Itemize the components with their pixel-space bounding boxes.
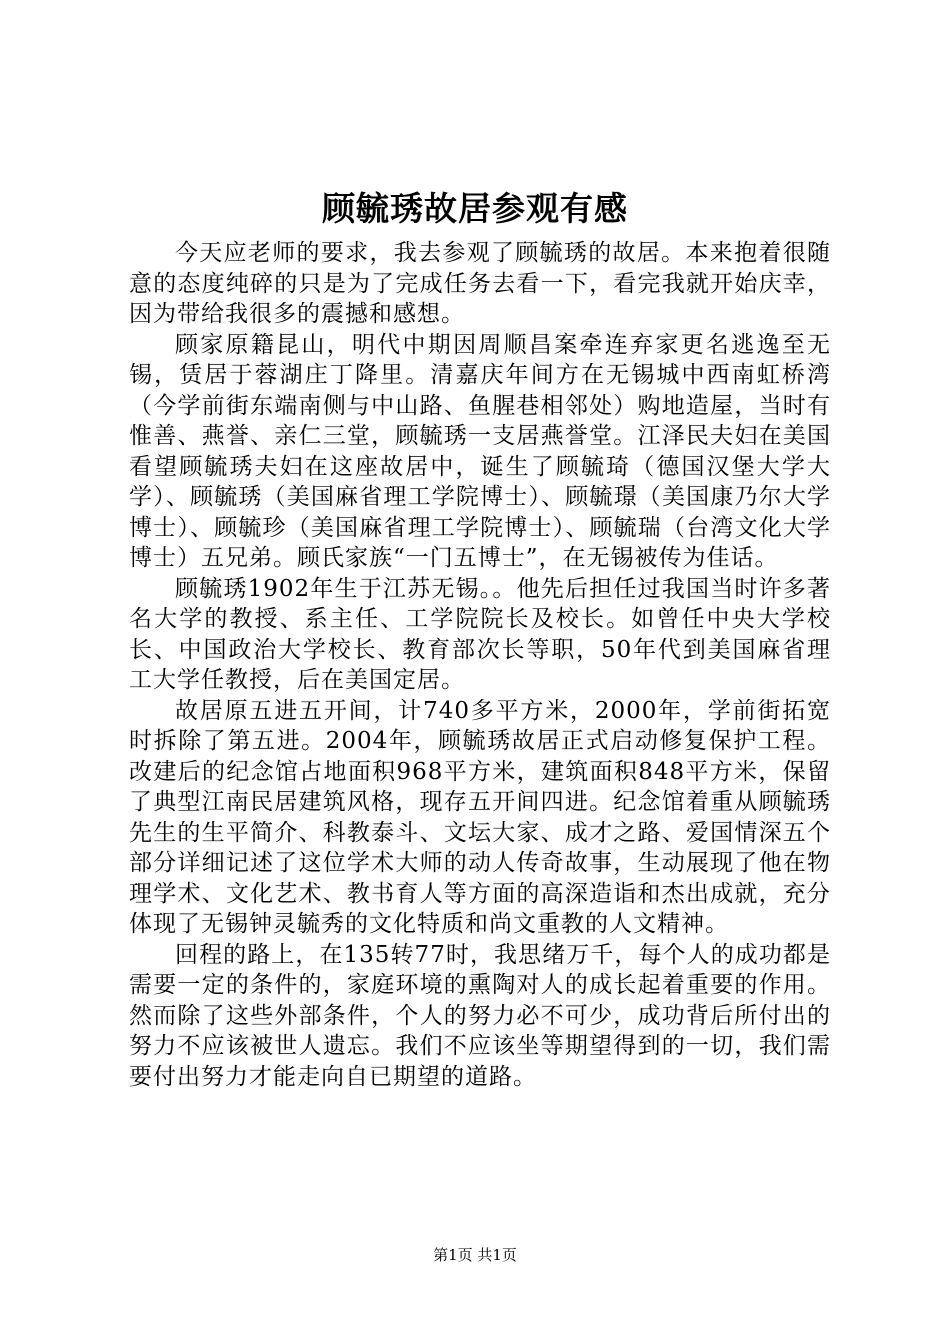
paragraph: 顾毓琇1902年生于江苏无锡。。他先后担任过我国当时许多著名大学的教授、系主任、工学院院长及校长。如曾任中央大学校长、中国政治大学校长、教育部次长等职，50年代到美国麻省理工大学任教授，后在美国定居。	[129, 575, 831, 693]
paragraph: 回程的路上，在135转77时，我思绪万千，每个人的成功都是需要一定的条件的，家庭环境的熏陶对人的成长起着重要的作用。然而除了这些外部条件，个人的努力必不可少，成功背后所付出的努力不应该被世人遗忘。我们不应该坐等期望得到的一切，我们需要付出努力才能走向自已期望的道路。	[129, 941, 831, 1090]
paragraph: 今天应老师的要求，我去参观了顾毓琇的故居。本来抱着很随意的态度纯碎的只是为了完成任务去看一下，看完我就开始庆幸，因为带给我很多的震撼和感想。	[129, 240, 831, 327]
document-title: 顾毓琇故居参观有感	[322, 189, 628, 228]
paragraph: 顾家原籍昆山，明代中期因周顺昌案牵连弃家更名逃逸至无锡，赁居于蓉湖庄丁降里。清嘉庆年间方在无锡城中西南虹桥湾（今学前街东端南侧与中山路、鱼腥巷相邻处）购地造屋，当时有惟善、燕誉、亲仁三堂，顾毓琇一支居燕誉堂。江泽民夫妇在美国看望顾毓琇夫妇在这座故居中，诞生了顾毓琦（德国汉堡大学大学）、顾毓琇（美国麻省理工学院博士）、顾毓璟（美国康乃尔大学博士）、顾毓珍（美国麻省理工学院博士）、顾毓瑞（台湾文化大学博士）五兄弟。顾氏家族“一门五博士”，在无锡被传为佳话。	[129, 331, 831, 571]
document-body	[129, 238, 831, 1092]
page-footer: 第1页 共1页	[433, 1246, 517, 1264]
paragraph: 故居原五进五开间，计740多平方米，2000年，学前街拓宽时拆除了第五进。2004年，顾毓琇故居正式启动修复保护工程。改建后的纪念馆占地面积968平方米，建筑面积848平方米，保留了典型江南民居建筑风格，现存五开间四进。纪念馆着重从顾毓琇先生的生平简介、科教泰斗、文坛大家、成才之路、爱国情深五个部分详细记述了这位学术大师的动人传奇故事，生动展现了他在物理学术、文化艺术、教书育人等方面的高深造诣和杰出成就，充分体现了无锡钟灵毓秀的文化特质和尚文重教的人文精神。	[129, 697, 831, 937]
